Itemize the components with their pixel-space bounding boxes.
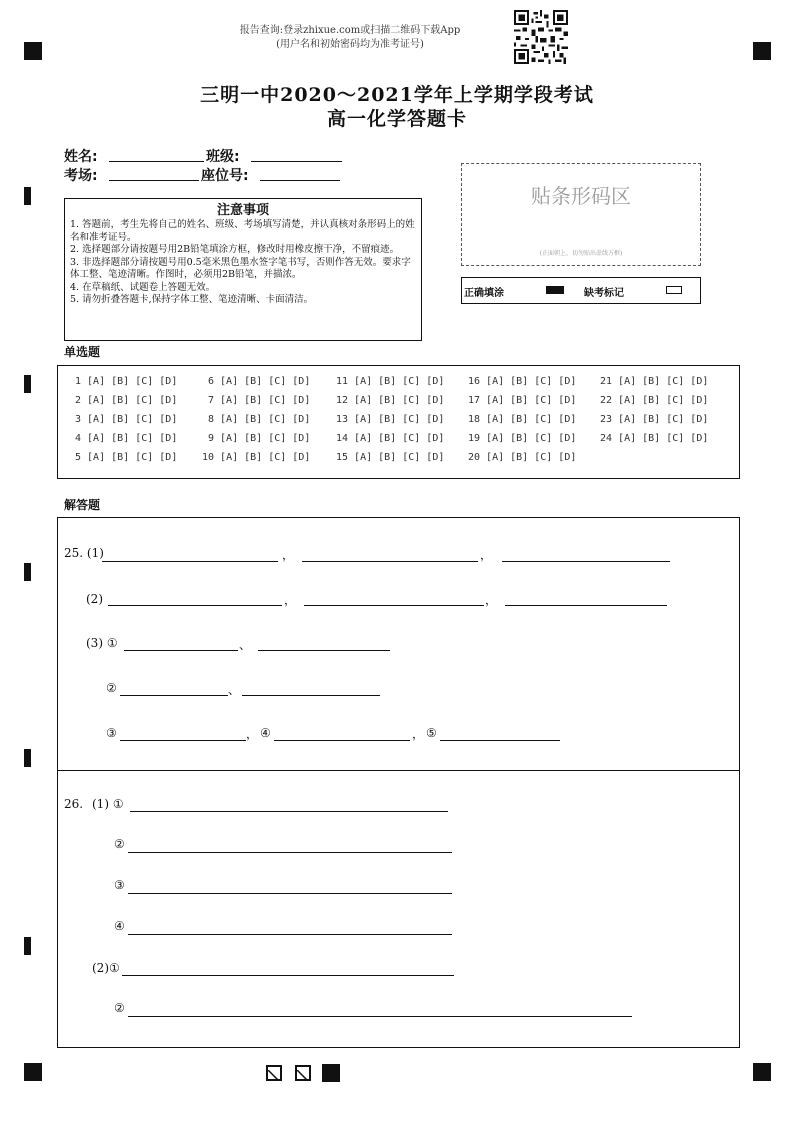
choice-row-21[interactable]: 21 [A] [B] [C] [D] bbox=[600, 376, 709, 387]
q25-3-blank-3[interactable] bbox=[120, 695, 228, 696]
report-query-note bbox=[200, 24, 500, 52]
comma: ， bbox=[282, 548, 295, 562]
q26-1-blank-3[interactable] bbox=[128, 893, 452, 894]
q25-1-blank-3[interactable] bbox=[502, 561, 670, 562]
q26-label: 26. bbox=[64, 797, 84, 811]
answer-section-label: 解答题 bbox=[64, 498, 101, 512]
q25-2-blank-3[interactable] bbox=[505, 605, 667, 606]
q26-circle-2: ② bbox=[114, 837, 125, 851]
choice-row-10[interactable]: 10 [A] [B] [C] [D] bbox=[202, 452, 311, 463]
notice-item: 3. 非选择题部分请按题号用0.5毫米黑色墨水签字笔书写，否则作答无效。要求字体工整、笔迹清晰。作图时，必须用2B铅笔，并描浓。 bbox=[70, 256, 411, 280]
class-label: 班级: bbox=[206, 149, 240, 165]
q25-1-blank-2[interactable] bbox=[302, 561, 478, 562]
choice-row-4[interactable]: 4 [A] [B] [C] [D] bbox=[75, 433, 178, 444]
registration-mark-top-left bbox=[24, 42, 42, 60]
question-divider bbox=[57, 770, 740, 771]
seat-number-label: 座位号: bbox=[201, 168, 249, 184]
notice-item: 2. 选择题部分请按题号用2B铅笔填涂方框，修改时用橡皮擦干净，不留痕迹。 bbox=[70, 244, 400, 255]
barcode-area bbox=[461, 163, 701, 266]
notice-title: 注意事项 bbox=[216, 203, 269, 218]
q26-1-blank-2[interactable] bbox=[128, 852, 452, 853]
choice-row-6[interactable]: 6 [A] [B] [C] [D] bbox=[208, 376, 311, 387]
class-field[interactable] bbox=[251, 147, 342, 162]
notice-item: 5. 请勿折叠答题卡,保持字体工整、笔迹清晰、卡面清洁。 bbox=[70, 294, 314, 305]
q25-1-blank-1[interactable] bbox=[102, 561, 278, 562]
exam-room-field[interactable] bbox=[109, 166, 199, 181]
q25-circle-3: ③ bbox=[106, 726, 117, 740]
comma: ， bbox=[412, 727, 425, 741]
choice-row-18[interactable]: 18 [A] [B] [C] [D] bbox=[468, 414, 577, 425]
timing-mark bbox=[24, 749, 31, 767]
choice-row-8[interactable]: 8 [A] [B] [C] [D] bbox=[208, 414, 311, 425]
choice-row-5[interactable]: 5 [A] [B] [C] [D] bbox=[75, 452, 178, 463]
comma: ， bbox=[284, 593, 297, 607]
fill-legend bbox=[461, 277, 701, 304]
barcode-area-hint: (正面朝上，切勿贴出虚线方框) bbox=[539, 250, 623, 257]
exam-title: 三明一中2020～2021学年上学期学段考试 bbox=[200, 84, 594, 106]
report-query-line1: 报告查询:登录zhixue.com或扫描二维码下载App bbox=[239, 25, 461, 36]
choice-row-19[interactable]: 19 [A] [B] [C] [D] bbox=[468, 433, 577, 444]
choice-row-2[interactable]: 2 [A] [B] [C] [D] bbox=[75, 395, 178, 406]
q25-2-blank-1[interactable] bbox=[108, 605, 282, 606]
q26-2-blank-2[interactable] bbox=[128, 1016, 632, 1017]
choice-row-24[interactable]: 24 [A] [B] [C] [D] bbox=[600, 433, 709, 444]
choice-row-11[interactable]: 11 [A] [B] [C] [D] bbox=[336, 376, 445, 387]
choice-row-9[interactable]: 9 [A] [B] [C] [D] bbox=[208, 433, 311, 444]
q26-circle-3: ③ bbox=[114, 878, 125, 892]
comma: ， bbox=[485, 593, 498, 607]
correct-fill-sample-icon bbox=[546, 286, 564, 294]
q25-circle-2: ② bbox=[106, 681, 117, 695]
single-choice-section-label: 单选题 bbox=[64, 345, 101, 359]
choice-row-1[interactable]: 1 [A] [B] [C] [D] bbox=[75, 376, 178, 387]
notice-item: 1. 答题前，考生先将自己的姓名、班级、考场填写清楚，并认真核对条形码上的姓名和准考证号。 bbox=[70, 219, 415, 243]
q26-1-blank-1[interactable] bbox=[130, 811, 448, 812]
timing-mark bbox=[24, 187, 31, 205]
q25-3-blank-4[interactable] bbox=[242, 695, 380, 696]
barcode-area-label: 贴条形码区 bbox=[531, 184, 631, 208]
choice-row-7[interactable]: 7 [A] [B] [C] [D] bbox=[208, 395, 311, 406]
q26-1-blank-4[interactable] bbox=[128, 934, 452, 935]
choice-row-23[interactable]: 23 [A] [B] [C] [D] bbox=[600, 414, 709, 425]
q26-part2-label: (2)① bbox=[92, 961, 120, 975]
answer-box bbox=[57, 517, 740, 1048]
notice-item: 4. 在草稿纸、试题卷上答题无效。 bbox=[70, 281, 216, 293]
q25-part1-label: 25. (1) bbox=[64, 546, 104, 560]
absent-mark-label: 缺考标记 bbox=[584, 288, 624, 299]
q25-circle-4: ④ bbox=[260, 726, 271, 740]
report-query-line2: (用户名和初始密码均为准考证号) bbox=[276, 39, 424, 50]
q25-3-blank-1[interactable] bbox=[124, 650, 238, 651]
name-field[interactable] bbox=[109, 147, 204, 162]
comma: ， bbox=[246, 727, 259, 741]
choice-row-22[interactable]: 22 [A] [B] [C] [D] bbox=[600, 395, 709, 406]
qr-code-icon bbox=[514, 10, 568, 64]
registration-mark-bottom-right bbox=[753, 1063, 771, 1081]
exam-room-label: 考场: bbox=[64, 168, 98, 184]
page-mark-filled-icon bbox=[322, 1064, 340, 1082]
choice-row-20[interactable]: 20 [A] [B] [C] [D] bbox=[468, 452, 577, 463]
q25-circle-5: ⑤ bbox=[426, 726, 437, 740]
timing-mark bbox=[24, 375, 31, 393]
timing-mark bbox=[24, 563, 31, 581]
choice-row-12[interactable]: 12 [A] [B] [C] [D] bbox=[336, 395, 445, 406]
comma: ， bbox=[480, 548, 493, 562]
correct-fill-label: 正确填涂 bbox=[464, 288, 504, 299]
q26-circle-4: ④ bbox=[114, 919, 125, 933]
choice-row-13[interactable]: 13 [A] [B] [C] [D] bbox=[336, 414, 445, 425]
absent-mark-checkbox[interactable] bbox=[666, 286, 682, 294]
q26-2-blank-1[interactable] bbox=[122, 975, 454, 976]
q25-part2-label: (2) bbox=[86, 592, 103, 606]
seat-number-field[interactable] bbox=[260, 166, 340, 181]
q25-3-blank-2[interactable] bbox=[258, 650, 390, 651]
page-mark-crossed-icon bbox=[266, 1065, 282, 1081]
registration-mark-bottom-left bbox=[24, 1063, 42, 1081]
single-choice-grid bbox=[57, 365, 740, 479]
choice-row-17[interactable]: 17 [A] [B] [C] [D] bbox=[468, 395, 577, 406]
dun-comma: 、 bbox=[239, 638, 252, 652]
choice-row-16[interactable]: 16 [A] [B] [C] [D] bbox=[468, 376, 577, 387]
choice-row-15[interactable]: 15 [A] [B] [C] [D] bbox=[336, 452, 445, 463]
answer-sheet-title: 高一化学答题卡 bbox=[326, 108, 467, 130]
choice-row-3[interactable]: 3 [A] [B] [C] [D] bbox=[75, 414, 178, 425]
timing-mark bbox=[24, 937, 31, 955]
dun-comma: 、 bbox=[228, 683, 241, 697]
q25-part3-label: (3) ① bbox=[86, 636, 118, 650]
notice-box bbox=[64, 198, 422, 341]
choice-row-14[interactable]: 14 [A] [B] [C] [D] bbox=[336, 433, 445, 444]
q26-part2-circle-2: ② bbox=[114, 1001, 125, 1015]
q25-3-blank-7[interactable] bbox=[440, 740, 560, 741]
q25-3-blank-6[interactable] bbox=[274, 740, 410, 741]
name-label: 姓名: bbox=[64, 149, 98, 165]
q25-2-blank-2[interactable] bbox=[304, 605, 484, 606]
registration-mark-top-right bbox=[753, 42, 771, 60]
q25-3-blank-5[interactable] bbox=[120, 740, 246, 741]
q26-part1-label: (1) ① bbox=[92, 797, 124, 811]
page-mark-crossed-icon bbox=[295, 1065, 311, 1081]
